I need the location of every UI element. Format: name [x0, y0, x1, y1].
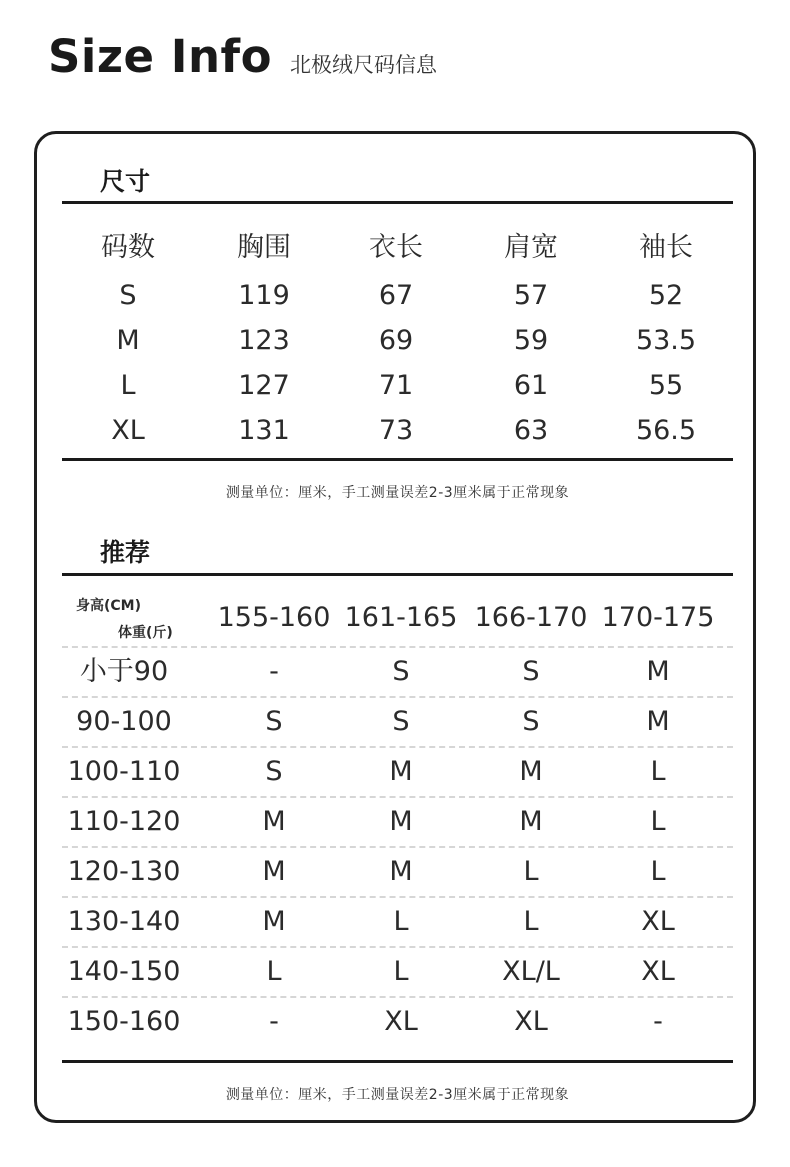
- recommended-size-cell: L: [393, 906, 409, 937]
- recommended-size-cell: M: [646, 706, 670, 737]
- recommended-size-cell: XL: [641, 906, 675, 937]
- weight-row-label: 130-140: [67, 906, 181, 937]
- recommended-size-cell: M: [262, 806, 286, 837]
- weight-row-label: 小于90: [79, 656, 169, 687]
- size-cell: L: [120, 370, 136, 401]
- recommended-size-cell: S: [265, 756, 283, 787]
- size-column-header: 袖长: [639, 232, 693, 263]
- recommended-size-cell: L: [523, 906, 539, 937]
- recommended-size-cell: L: [266, 956, 282, 987]
- recommended-size-cell: M: [389, 856, 413, 887]
- size-cell: 123: [238, 325, 290, 356]
- recommended-size-cell: L: [523, 856, 539, 887]
- size-section-bottom-rule: [62, 458, 733, 461]
- height-column-header: 166-170: [474, 602, 588, 633]
- size-column-header: 衣长: [369, 232, 423, 263]
- recommend-measurement-note: 测量单位：厘米，手工测量误差2-3厘米属于正常现象: [225, 1087, 570, 1103]
- recommended-size-cell: M: [519, 806, 543, 837]
- recommended-size-cell: M: [646, 656, 670, 687]
- size-cell: 63: [513, 415, 549, 446]
- size-section-top-rule: [62, 201, 733, 204]
- recommended-size-cell: -: [653, 1006, 663, 1037]
- recommended-size-cell: XL: [514, 1006, 548, 1037]
- size-cell: 127: [238, 370, 290, 401]
- recommended-size-cell: S: [392, 706, 410, 737]
- size-cell: 71: [378, 370, 414, 401]
- recommended-size-cell: L: [650, 756, 666, 787]
- size-cell: 57: [513, 280, 549, 311]
- size-cell: 52: [648, 280, 684, 311]
- weight-row-label: 150-160: [67, 1006, 181, 1037]
- recommend-section-title: 推荐: [100, 538, 151, 567]
- size-cell: M: [116, 325, 140, 356]
- recommended-size-cell: L: [393, 956, 409, 987]
- recommended-size-cell: S: [392, 656, 410, 687]
- recommended-size-cell: M: [389, 756, 413, 787]
- page-header: [48, 30, 437, 90]
- recommended-size-cell: S: [522, 706, 540, 737]
- size-column-header: 胸围: [237, 232, 291, 263]
- weight-row-label: 140-150: [67, 956, 181, 987]
- recommend-header-row: [62, 599, 733, 648]
- size-cell: 131: [238, 415, 290, 446]
- recommended-size-cell: M: [389, 806, 413, 837]
- size-cell: 69: [378, 325, 414, 356]
- recommended-size-cell: -: [269, 656, 279, 687]
- size-cell: 73: [378, 415, 414, 446]
- size-cell: 61: [513, 370, 549, 401]
- height-axis-label: 身高(CM): [76, 598, 142, 614]
- size-cell: 67: [378, 280, 414, 311]
- recommended-size-cell: L: [650, 856, 666, 887]
- recommended-size-cell: M: [262, 906, 286, 937]
- recommended-size-cell: XL/L: [502, 956, 560, 987]
- recommend-section-bottom-rule: [62, 1060, 733, 1063]
- recommend-section-top-rule: [62, 573, 733, 576]
- size-cell: 55: [648, 370, 684, 401]
- size-cell: 53.5: [635, 325, 697, 356]
- page-title: Size Info: [48, 30, 272, 83]
- size-cell: 56.5: [635, 415, 697, 446]
- recommended-size-cell: S: [522, 656, 540, 687]
- size-cell: XL: [111, 415, 145, 446]
- size-cell: 59: [513, 325, 549, 356]
- weight-axis-label: 体重(斤): [118, 625, 173, 641]
- size-column-header: 肩宽: [504, 232, 558, 263]
- recommended-size-cell: M: [519, 756, 543, 787]
- height-column-header: 170-175: [601, 602, 715, 633]
- recommended-size-cell: XL: [641, 956, 675, 987]
- weight-row-label: 90-100: [76, 706, 172, 737]
- size-section-title: 尺寸: [100, 167, 151, 196]
- weight-row-label: 100-110: [67, 756, 181, 787]
- weight-row-label: 120-130: [67, 856, 181, 887]
- size-measurement-note: 测量单位：厘米，手工测量误差2-3厘米属于正常现象: [225, 485, 570, 501]
- recommended-size-cell: XL: [384, 1006, 418, 1037]
- recommended-size-cell: S: [265, 706, 283, 737]
- weight-row-label: 110-120: [67, 806, 181, 837]
- size-column-header: 码数: [101, 232, 155, 263]
- height-column-header: 155-160: [217, 602, 331, 633]
- recommended-size-cell: M: [262, 856, 286, 887]
- page-subtitle: 北极绒尺码信息: [290, 53, 437, 77]
- size-cell: 119: [238, 280, 290, 311]
- size-cell: S: [119, 280, 137, 311]
- height-column-header: 161-165: [344, 602, 458, 633]
- recommended-size-cell: L: [650, 806, 666, 837]
- recommended-size-cell: -: [269, 1006, 279, 1037]
